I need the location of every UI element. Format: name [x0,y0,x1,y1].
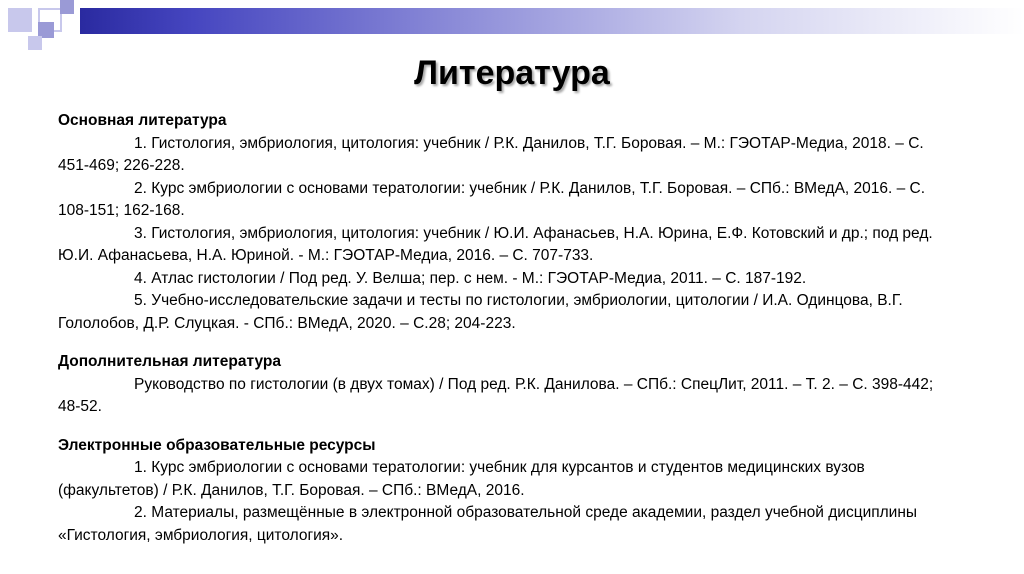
section-heading-main: Основная литература [58,112,227,129]
list-item: 5. Учебно-исследовательские задачи и тесты по гистологии, эмбриологии, цитологии / И.А. Одинцова, В.Г. Гололобов, Д.Р. Слуцкая. - СПб.: ВМедА, 2020. – С.28; 204-223. [58,292,903,332]
list-item: 3. Гистология, эмбриология, цитология: учебник / Ю.И. Афанасьев, Н.А. Юрина, Е.Ф. Котовский и др.; под ред. Ю.И. Афанасьева, Н.А. Юриной. - М.: ГЭОТАР-Медиа, 2016. – С. 707-733. [58,224,933,264]
list-item: 1. Гистология, эмбриология, цитология: учебник / Р.К. Данилов, Т.Г. Боровая. – М.: ГЭОТАР-Медиа, 2018. – С. 451-469; 226-228. [58,134,924,174]
list-item: 1. Курс эмбриологии с основами тератологии: учебник для курсантов и студентов медицинских вузов (факультетов) / Р.К. Данилов, Т.Г. Боровая. – СПб.: ВМедА, 2016. [58,459,865,499]
decor-square [60,0,74,14]
bibliography [58,110,958,547]
decor-square [8,8,32,32]
section-spacer [58,419,958,435]
decor-gradient-bar [80,8,1024,34]
header-decoration [0,0,1024,60]
decor-square [28,36,42,50]
list-item: 2. Курс эмбриологии с основами тератологии: учебник / Р.К. Данилов, Т.Г. Боровая. – СПб.: ВМедА, 2016. – С. 108-151; 162-168. [58,179,926,219]
list-item: Руководство по гистологии (в двух томах) / Под ред. Р.К. Данилова. – СПб.: СпецЛит, 2011. – Т. 2. – С. 398-442; 48-52. [58,375,934,415]
section-spacer [58,335,958,351]
list-item: 2. Материалы, размещённые в электронной образовательной среде академии, раздел учебной дисциплины «Гистология, эмбриология, цитология». [58,504,918,544]
page-title: Литература [414,54,610,92]
section-heading-additional: Дополнительная литература [58,353,281,370]
section-heading-electronic: Электронные образовательные ресурсы [58,436,376,454]
list-item: 4. Атлас гистологии / Под ред. У. Велша; пер. с нем. - М.: ГЭОТАР-Медиа, 2011. – С. 187-192. [134,269,807,287]
